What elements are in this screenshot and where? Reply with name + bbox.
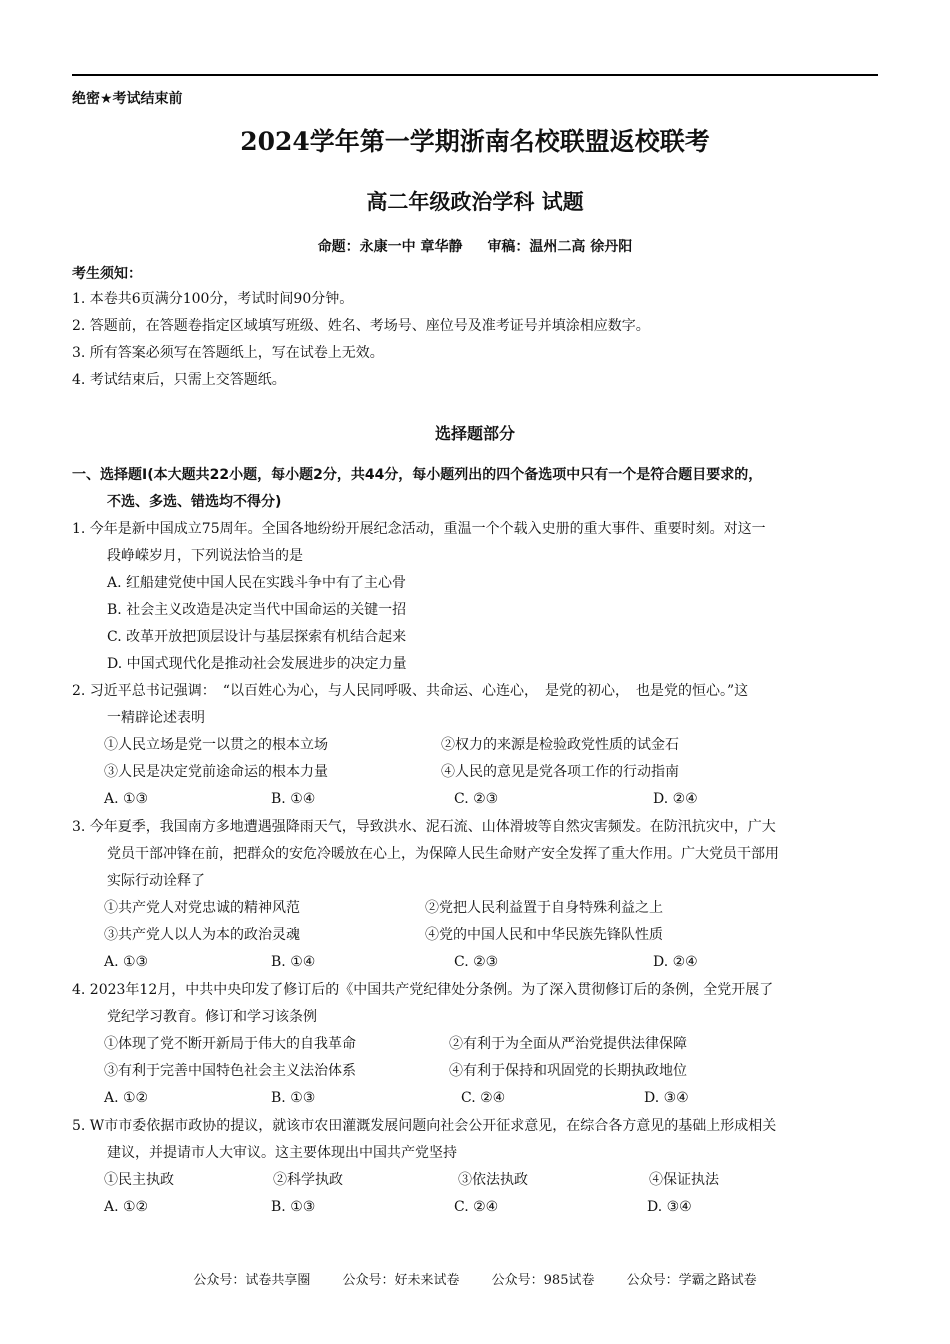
q2-statement-1: ①人民立场是党一以贯之的根本立场 bbox=[104, 737, 328, 753]
q4-stem-cont: 党纪学习教育。修订和学习该条例 bbox=[107, 1009, 317, 1025]
q2-statement-2: ②权力的来源是检验政党性质的试金石 bbox=[441, 737, 679, 753]
q5-option-a: A. ①② bbox=[104, 1199, 149, 1215]
q3-option-a: A. ①③ bbox=[104, 954, 149, 970]
q4-statement-4: ④有利于保持和巩固党的长期执政地位 bbox=[449, 1063, 687, 1079]
notice-item: 1. 本卷共6页满分100分，考试时间90分钟。 bbox=[72, 291, 354, 307]
q2-option-c: C. ②③ bbox=[454, 791, 499, 807]
notice-item: 4. 考试结束后，只需上交答题纸。 bbox=[72, 372, 286, 388]
q3-stem: 3. 今年夏季，我国南方多地遭遇强降雨天气，导致洪水、泥石流、山体滑坡等自然灾害频发。在防汛抗灾中，广大 bbox=[72, 819, 776, 835]
top-rule bbox=[72, 74, 878, 76]
q4-option-c: C. ②④ bbox=[461, 1090, 506, 1106]
q3-statement-4: ④党的中国人民和中华民族先锋队性质 bbox=[425, 927, 663, 943]
q3-option-b: B. ①④ bbox=[271, 954, 316, 970]
section-instruction: 一、选择题Ⅰ(本大题共22小题，每小题2分，共44分，每小题列出的四个备选项中只有一个是符合题目要求的， bbox=[72, 467, 763, 483]
q5-stem-cont: 建议，并提请市人大审议。这主要体现出中国共产党坚持 bbox=[107, 1145, 457, 1161]
exam-subtitle: 高二年级政治学科 试题 bbox=[366, 189, 584, 214]
q4-stem: 4. 2023年12月，中共中央印发了修订后的《中国共产党纪律处分条例。为了深入贯彻修订后的条例，全党开展了 bbox=[72, 982, 774, 998]
notice-title: 考生须知： bbox=[72, 266, 142, 282]
q2-statement-3: ③人民是决定党前途命运的根本力量 bbox=[104, 764, 328, 780]
q5-statement-3: ③依法执政 bbox=[458, 1172, 528, 1188]
q5-statement-2: ②科学执政 bbox=[273, 1172, 343, 1188]
footer-item: 公众号：985试卷 bbox=[491, 1273, 595, 1288]
q2-option-d: D. ②④ bbox=[653, 791, 698, 807]
q1-stem-cont: 段峥嵘岁月，下列说法恰当的是 bbox=[107, 548, 303, 564]
q5-option-b: B. ①③ bbox=[271, 1199, 316, 1215]
reviewer: 审稿：温州二高 徐丹阳 bbox=[487, 239, 633, 255]
q3-stem-cont: 党员干部冲锋在前，把群众的安危冷暖放在心上，为保障人民生命财产安全发挥了重大作用。广大党员干部用 bbox=[107, 846, 779, 862]
q5-stem: 5. W市市委依据市政协的提议，就该市农田灌溉发展问题向社会公开征求意见，在综合各方意见的基础上形成相关 bbox=[72, 1118, 777, 1134]
section-title: 选择题部分 bbox=[434, 424, 515, 443]
q2-statement-4: ④人民的意见是党各项工作的行动指南 bbox=[441, 764, 679, 780]
q1-stem: 1. 今年是新中国成立75周年。全国各地纷纷开展纪念活动，重温一个个载入史册的重大事件、重要时刻。对这一 bbox=[72, 521, 766, 537]
q3-statement-1: ①共产党人对党忠诚的精神风范 bbox=[104, 900, 300, 916]
q1-option-b: B. 社会主义改造是决定当代中国命运的关键一招 bbox=[107, 602, 407, 618]
footer-item: 公众号：学霸之路试卷 bbox=[626, 1273, 757, 1288]
q2-option-b: B. ①④ bbox=[271, 791, 316, 807]
q4-statement-3: ③有利于完善中国特色社会主义法治体系 bbox=[104, 1063, 356, 1079]
q5-option-d: D. ③④ bbox=[647, 1199, 692, 1215]
q3-statement-3: ③共产党人以人为本的政治灵魂 bbox=[104, 927, 300, 943]
q4-statement-1: ①体现了党不断开新局于伟大的自我革命 bbox=[104, 1036, 356, 1052]
q1-option-c: C. 改革开放把顶层设计与基层探索有机结合起来 bbox=[107, 629, 407, 645]
q3-stem-cont2: 实际行动诠释了 bbox=[107, 873, 205, 889]
q1-option-d: D. 中国式现代化是推动社会发展进步的决定力量 bbox=[107, 656, 407, 672]
secret-label: 绝密★考试结束前 bbox=[72, 91, 183, 107]
q4-option-d: D. ③④ bbox=[644, 1090, 689, 1106]
q4-statement-2: ②有利于为全面从严治党提供法律保障 bbox=[449, 1036, 687, 1052]
section-instruction-cont: 不选、多选、错选均不得分) bbox=[107, 494, 282, 510]
notice-item: 2. 答题前，在答题卷指定区域填写班级、姓名、考场号、座位号及准考证号并填涂相应数字。 bbox=[72, 318, 650, 334]
q3-option-c: C. ②③ bbox=[454, 954, 499, 970]
q3-option-d: D. ②④ bbox=[653, 954, 698, 970]
q5-statement-4: ④保证执法 bbox=[649, 1172, 719, 1188]
q1-option-a: A. 红船建党使中国人民在实践斗争中有了主心骨 bbox=[107, 575, 407, 591]
notice-item: 3. 所有答案必须写在答题纸上，写在试卷上无效。 bbox=[72, 345, 384, 361]
q3-statement-2: ②党把人民利益置于自身特殊利益之上 bbox=[425, 900, 663, 916]
q2-stem-cont: 一精辟论述表明 bbox=[107, 710, 205, 726]
footer bbox=[0, 1269, 950, 1288]
q5-option-c: C. ②④ bbox=[454, 1199, 499, 1215]
q4-option-a: A. ①② bbox=[104, 1090, 149, 1106]
author: 命题：永康一中 章华静 bbox=[317, 239, 463, 255]
q2-stem: 2. 习近平总书记强调： “以百姓心为心，与人民同呼吸、共命运、心连心， 是党的初心， 也是党的恒心。”这 bbox=[72, 683, 749, 699]
exam-title: 2024学年第一学期浙南名校联盟返校联考 bbox=[240, 127, 710, 156]
footer-item: 公众号：试卷共享圈 bbox=[193, 1273, 311, 1288]
q5-statement-1: ①民主执政 bbox=[104, 1172, 174, 1188]
q2-option-a: A. ①③ bbox=[104, 791, 149, 807]
q4-option-b: B. ①③ bbox=[271, 1090, 316, 1106]
footer-item: 公众号：好未来试卷 bbox=[342, 1273, 460, 1288]
authors-line bbox=[0, 236, 950, 256]
